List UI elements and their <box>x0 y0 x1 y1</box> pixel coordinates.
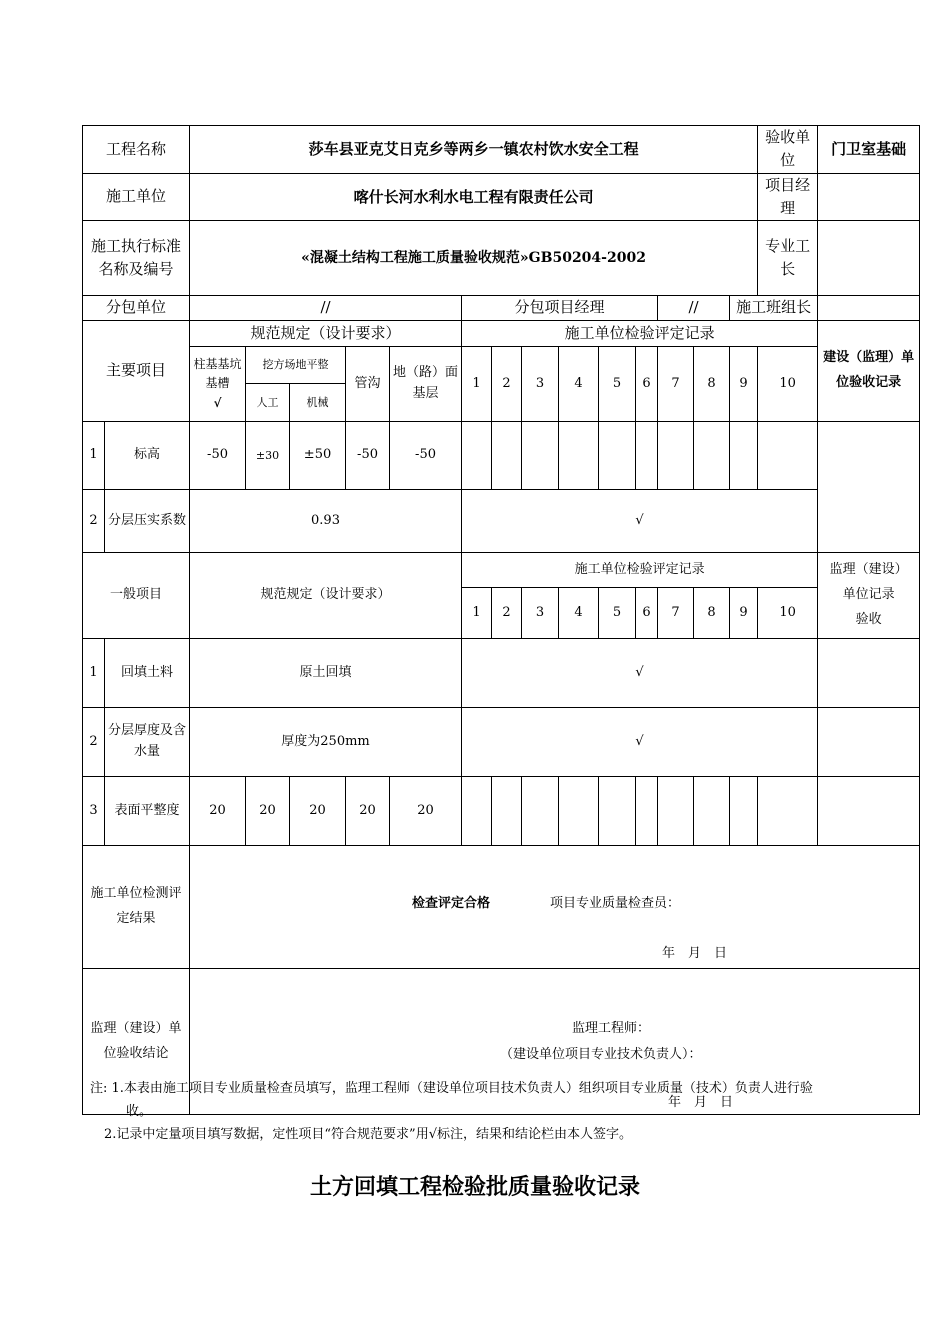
main-col-number: 3 <box>522 347 559 422</box>
result-inspector: 项目专业质量检查员： <box>550 896 681 911</box>
general-header-row-1 <box>83 553 920 588</box>
main-col-number: 8 <box>694 347 730 422</box>
record-cell <box>559 777 599 846</box>
sub-manager-value: // <box>658 296 730 321</box>
general-row-flatness <box>83 777 920 846</box>
general-col-number: 4 <box>559 588 599 639</box>
record-cell <box>694 422 730 490</box>
general-col-number: 7 <box>658 588 694 639</box>
notes <box>90 1078 890 1146</box>
main-supervision-cell <box>818 422 920 553</box>
main-col-number: 6 <box>636 347 658 422</box>
result-content <box>190 846 920 969</box>
main-col-number: 10 <box>758 347 818 422</box>
record-cell <box>636 777 658 846</box>
general-supervision-line2: 单位记录验收 <box>842 587 895 627</box>
main-supervision-label: 建设（监理）单位验收记录 <box>818 321 920 422</box>
main-col-number: 9 <box>730 347 758 422</box>
main-items-label: 主要项目 <box>83 321 190 422</box>
spec-value: -50 <box>346 422 390 490</box>
flatness-value: 20 <box>290 777 346 846</box>
fill-material-value: 原土回填 <box>190 639 462 708</box>
main-col-number: 5 <box>599 347 636 422</box>
record-cell <box>492 422 522 490</box>
general-col-number: 1 <box>462 588 492 639</box>
record-cell <box>636 422 658 490</box>
general-supervision-cell <box>818 777 920 846</box>
sub-manager-label: 分包项目经理 <box>462 296 658 321</box>
main-record-label: 施工单位检验评定记录 <box>462 321 818 347</box>
record-cell <box>694 777 730 846</box>
spec-value: ±30 <box>246 422 290 490</box>
note-line-1b: 收。 <box>126 1103 153 1119</box>
col-machine: 机械 <box>290 384 346 422</box>
general-items-label: 一般项目 <box>83 553 190 639</box>
main-col-number: 4 <box>559 347 599 422</box>
record-cell <box>730 422 758 490</box>
general-col-number: 5 <box>599 588 636 639</box>
col-site: 挖方场地平整 <box>246 347 346 384</box>
result-conclusion: 检查评定合格 <box>412 896 491 911</box>
team-leader-label: 施工班组长 <box>730 296 818 321</box>
note-line-1: 注: 1.本表由施工项目专业质量检查员填写，监理工程师（建设单位项目技术负责人）组织项目专业质量（技术）负责人进行验 <box>90 1081 813 1096</box>
flatness-value: 20 <box>246 777 290 846</box>
col-pit-mark: √ <box>213 395 222 410</box>
spec-value: ±50 <box>290 422 346 490</box>
project-manager-label: 项目经理 <box>758 173 818 221</box>
subcontract-label: 分包单位 <box>83 296 190 321</box>
general-col-number: 3 <box>522 588 559 639</box>
record-cell <box>522 777 559 846</box>
general-supervision-cell <box>818 639 920 708</box>
row-number: 1 <box>83 639 105 708</box>
standard-label: 施工执行标准名称及编号 <box>83 221 190 296</box>
header-row-construction <box>83 173 920 221</box>
fill-material-check: √ <box>462 639 818 708</box>
record-cell <box>758 422 818 490</box>
row-item-name: 分层压实系数 <box>105 490 190 553</box>
supervision-date: 年 月 日 <box>668 1095 734 1110</box>
acceptance-record-table <box>82 125 920 1115</box>
acceptance-unit-label: 验收单位 <box>758 126 818 174</box>
thickness-check: √ <box>462 708 818 777</box>
supervision-engineer: 监理工程师： <box>572 1021 651 1036</box>
general-record-label: 施工单位检验评定记录 <box>462 553 818 588</box>
construction-unit-label: 施工单位 <box>83 173 190 221</box>
team-leader-value <box>818 296 920 321</box>
row-number: 2 <box>83 708 105 777</box>
record-cell <box>658 777 694 846</box>
subcontract-value: // <box>190 296 462 321</box>
thickness-value: 厚度为250mm <box>190 708 462 777</box>
record-cell <box>758 777 818 846</box>
foreman-label: 专业工长 <box>758 221 818 296</box>
col-manual: 人工 <box>246 384 290 422</box>
general-supervision-cell <box>818 708 920 777</box>
row-number: 1 <box>83 422 105 490</box>
document-title: 土方回填工程检验批质量验收记录 <box>309 1175 640 1200</box>
col-ground: 地（路）面基层 <box>390 347 462 422</box>
record-cell <box>462 777 492 846</box>
project-manager-value <box>818 173 920 221</box>
record-cell <box>730 777 758 846</box>
spec-value: -50 <box>190 422 246 490</box>
general-supervision-label <box>818 553 920 639</box>
standard-name: «混凝土结构工程施工质量验收规范»GB50204-2002 <box>190 221 758 296</box>
supervision-label: 监理（建设）单位验收结论 <box>83 969 190 1115</box>
general-col-number: 9 <box>730 588 758 639</box>
general-col-number: 2 <box>492 588 522 639</box>
col-pit-label: 柱基基坑基槽 <box>193 357 242 391</box>
result-row <box>83 846 920 969</box>
main-col-number: 7 <box>658 347 694 422</box>
header-row-subcontract <box>83 296 920 321</box>
project-name-label: 工程名称 <box>83 126 190 174</box>
general-col-number: 6 <box>636 588 658 639</box>
row-item-name: 回填土料 <box>105 639 190 708</box>
supervision-owner: （建设单位项目专业技术负责人）： <box>500 1047 702 1062</box>
record-cell <box>658 422 694 490</box>
record-cell <box>522 422 559 490</box>
header-row-project <box>83 126 920 174</box>
spec-value: -50 <box>390 422 462 490</box>
acceptance-unit: 门卫室基础 <box>818 126 920 174</box>
compaction-value: 0.93 <box>190 490 462 553</box>
row-item-name: 表面平整度 <box>105 777 190 846</box>
row-item-name: 标高 <box>105 422 190 490</box>
record-cell <box>462 422 492 490</box>
flatness-value: 20 <box>346 777 390 846</box>
col-pipe: 管沟 <box>346 347 390 422</box>
main-row-elevation <box>83 422 920 490</box>
project-name: 莎车县亚克艾日克乡等两乡一镇农村饮水安全工程 <box>190 126 758 174</box>
compaction-check: √ <box>462 490 818 553</box>
construction-unit: 喀什长河水利水电工程有限责任公司 <box>190 173 758 221</box>
result-date: 年 月 日 <box>662 946 728 961</box>
general-spec-label: 规范规定（设计要求） <box>190 553 462 639</box>
general-supervision-line1: 监理（建设） <box>829 562 908 578</box>
general-col-number: 10 <box>758 588 818 639</box>
record-cell <box>559 422 599 490</box>
row-number: 3 <box>83 777 105 846</box>
main-row-compaction <box>83 490 920 553</box>
general-col-number: 8 <box>694 588 730 639</box>
main-spec-label: 规范规定（设计要求） <box>190 321 462 347</box>
result-label: 施工单位检测评定结果 <box>83 846 190 969</box>
general-row-fill-material <box>83 639 920 708</box>
main-col-number: 1 <box>462 347 492 422</box>
main-col-number: 2 <box>492 347 522 422</box>
record-cell <box>599 777 636 846</box>
row-item-name: 分层厚度及含水量 <box>105 708 190 777</box>
row-number: 2 <box>83 490 105 553</box>
foreman-value <box>818 221 920 296</box>
header-row-standard <box>83 221 920 296</box>
main-header-row-1 <box>83 321 920 347</box>
col-pit <box>190 347 246 422</box>
flatness-value: 20 <box>390 777 462 846</box>
flatness-value: 20 <box>190 777 246 846</box>
main-header-row-2 <box>83 347 920 384</box>
record-cell <box>599 422 636 490</box>
note-line-2: 2.记录中定量项目填写数据，定性项目“符合规范要求”用√标注，结果和结论栏由本人签字。 <box>104 1126 632 1142</box>
record-cell <box>492 777 522 846</box>
general-row-thickness <box>83 708 920 777</box>
